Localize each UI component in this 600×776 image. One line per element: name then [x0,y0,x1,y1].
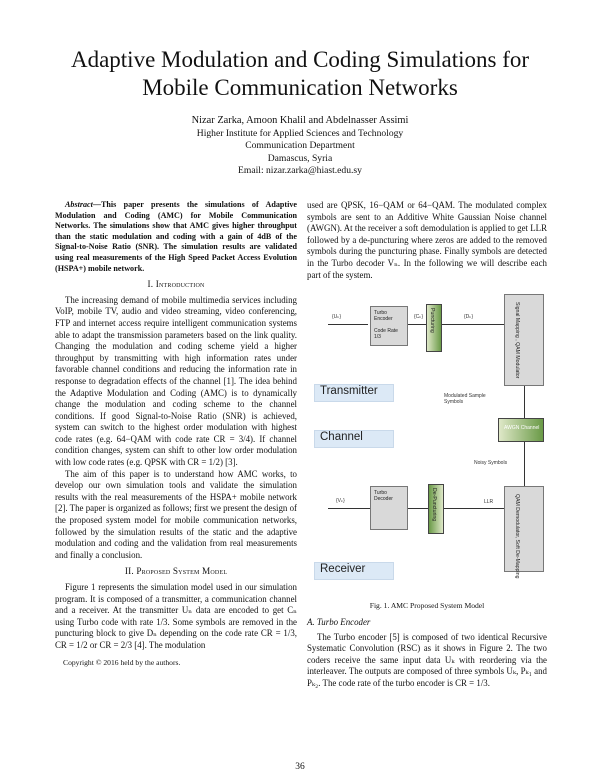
turbo-paragraph-1: The Turbo encoder [5] is composed of two identical Recursive Systematic Convolution (RSC) as it shows in Figure 2. The two coders receive the same input data Uₖ with reordering via the interleaver. The outputs are composed of three symbols Uₖ, Pₖ₁ and Pₖ₂. The code rate of the turbo encoder is CR = 1/3. [307,631,547,688]
author-affiliation: Higher Institute for Applied Sciences and Technology [196,127,404,139]
llr-label: LLR [484,499,494,505]
author-block [100,114,500,178]
turbo-decoder-block [370,486,408,530]
author-email: Email: nizar.zarka@hiast.edu.sy [238,165,362,177]
figure-caption: Fig. 1. AMC Proposed System Model [369,601,485,610]
awgn-text: AWGN Channel [504,425,540,431]
subsection-heading-turbo-encoder: A. Turbo Encoder [307,617,371,627]
system-model-figure [314,294,546,596]
transmitter-label: Transmitter [314,384,394,402]
turbo-decoder-text: Turbo Decoder [374,490,393,502]
turbo-encoder-block [370,306,408,346]
right-paragraph-1: used are QPSK, 16−QAM or 64−QAM. The modulated complex symbols are sent to an Additive White Gaussian Noise channel (AWGN). At the receiver a soft demodulation is applied to get LLR followed by a de-puncturing where zeros are added to the removed symbols during the puncturing phase. Finally symbols are detected in the Turbo decoder Vₙ. In the following we will describe each part of the system. [307,200,547,280]
demod-text: QAM Demodulator, Soft De-Mapping [514,494,520,579]
intro-paragraph-2: The aim of this paper is to understand how AMC works, to develop our own simulation tools and validate the simulation results with the real measurements of the HSPA+ mobile network [2]. The paper is organized as follows; first we present the design of the proposed system model for mobile communication networks, followed by the simulation results of the static and the adaptive modulation and coding and the validation from real measurements and finally a conclusion. [55,468,297,560]
right-column [307,200,547,281]
vk-label: {Vₖ} [336,498,345,504]
dk-label: {Dₖ} [464,314,474,320]
mapping-text: Signal Mapping , QAM Modulator [514,302,520,379]
author-city: Damascus, Syria [267,152,333,164]
code-rate-text: Code Rate 1/3 [374,328,398,340]
depunct-arrow [408,508,428,509]
vk-arrow [328,508,370,509]
tx-channel-line [524,386,525,418]
demod-block [504,486,544,572]
uk-arrow [328,324,368,325]
author-names: Nizar Zarka, Amoon Khalil and Abdelnasser Assimi [191,115,409,126]
right-column-lower [307,612,547,690]
paper-title: Adaptive Modulation and Coding Simulations for Mobile Communication Networks [70,47,530,100]
llr-arrow [444,508,504,509]
receiver-label: Receiver [314,562,394,580]
author-department: Communication Department [245,140,355,152]
abstract-lead: Abstract [65,200,93,209]
uk-label: {Uₖ} [332,314,342,320]
channel-label: Channel [314,430,394,448]
left-column [55,200,297,668]
intro-paragraph-1: The increasing demand of mobile multimedia services including VoIP, mobile TV, audio and video streaming, video conferencing, FTP and internet access require intelligent communication systems able to adapt the transmission parameters based on the link quality. Changing the modulation and coding scheme yield a higher throughput by transmitting with high information rates under favorable channel conditions and reducing the information rate in response to degradation effects of the channel [1]. The idea behind the Adaptive Modulation and Coding (AMC) is to dynamically change the modulation and coding scheme to the channel conditions. If good Signal-to-Noise Ratio (SNR) is achieved, system can switch to the highest order modulation with highest code rates (e.g. 64−QAM with code rate CR = 3/4). If channel condition changes, system can shift to other low order modulation with low code rates (e.g. QPSK with CR = 1/2) [3]. [55,294,297,468]
ck-arrow [408,324,426,325]
ck-label: {Cₖ} [414,314,424,320]
abstract [55,200,297,274]
dk-arrow [442,324,504,325]
section-heading-system-model: II. Proposed System Model [124,566,228,577]
abstract-text: —This paper presents the simulations of Adaptive Modulation and Coding (AMC) for Mobile Communication Networks. The simulations show that AMC gives higher throughput than the static modulation and coding with a gain of 4dB of the Signal-to-Noise Ratio (SNR). The simulation results are validated using real measurements of the High Speed Packet Access Evolution (HSPA+) mobile network. [55,200,297,273]
section-heading-introduction: I. Introduction [147,279,205,290]
noisy-label: Noisy Symbols [474,460,508,466]
turbo-encoder-text: Turbo Encoder [374,310,393,322]
page-number: 36 [295,762,305,772]
copyright-notice: Copyright © 2016 held by the authors. [63,657,181,667]
modulated-label: Modulated Sample Symbols [444,393,486,405]
depuncturing-text: De-Puncturing [431,488,437,522]
channel-rx-line [524,442,525,486]
model-paragraph-1: Figure 1 represents the simulation model used in our simulation program. It is composed of a transmitter, a communication channel and a receiver. At the transmitter Uₙ data are encoded to get Cₙ using Turbo code with rate 1/3. Some symbols are removed in the puncturing block to give Dₙ depending on the code rate CR = 1/3, CR = 1/2 or CR = 2/3 [4]. The modulation [55,582,297,650]
puncturing-text: Puncturing [429,308,435,333]
mapping-block [504,294,544,386]
